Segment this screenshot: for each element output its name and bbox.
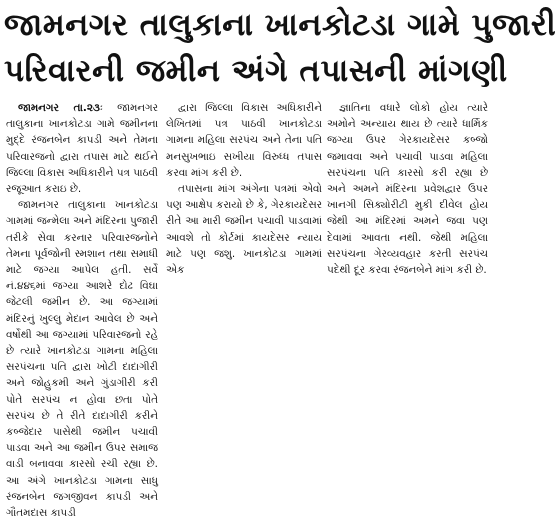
headline-line-1: જામનગર તાલુકાના ખાનકોટડા ગામે પુજારી xyxy=(4,7,556,43)
article-column-1 xyxy=(6,100,158,520)
article-paragraph: દ્વારા જિલ્લા વિકાસ અધિકારીને લેખિતમાં પત્ર પાઠવી ખાનકોટડા ગામના મહિલા સરપંચ અને તેના પતિ મનસુખભાઇ સખીયા વિરુધ્ધ તપાસ કરવા માંગ કરી છે. xyxy=(166,102,322,179)
article-column-2 xyxy=(166,100,322,280)
article-paragraph xyxy=(6,100,158,197)
headline-line-2: પરિવારની જમીન અંગે તપાસની માંગણી xyxy=(4,53,508,89)
paragraph-text: જામનગર તાલુકાના ખાનકોટડા ગામે જમીનના મુદ્દે રંજનબેન કાપડી અને તેમના પરિવારજનો દ્વારા તપાસ માટે થઈને જિલ્લા વિકાસ અધિકારીને પત્ર પાઠવી રજૂઆત કરાઇ છે. xyxy=(6,102,158,196)
headline xyxy=(4,2,556,98)
article-paragraph: તપાસના માંગ અંગેના પત્રમાં એવો પણ આક્ષેપ કરાયો છે કે, ગેરકાયદેસર રીતે આ મારી જમીન પચાવી પાડવામાં આવશે તો કોર્ટમાં કાયદેસર ન્યાય માટે પણ જશુ. ખાનકોટડા ગામમાં એક xyxy=(166,183,322,277)
article-paragraph: જામનગર તાલુકાના ખાનકોટડા ગામમાં જન્મેલા અને મંદિરના પુજારી તરીકે સેવા કરનાર પરિવારજનોને તેમના પૂર્વજોની સ્મશાન તથા સમાધી માટે જગ્યા આપેલ હતી. સર્વે નં.૪૪૬માં જગ્યા આશરે દોઢ વિઘા જેટલી જમીન છે. આ જગ્યામાં મંદિરનું ખુલ્લુ મેદાન આવેલ છે અને વર્ષોથી આ જગ્યામાં પરિવારજનો રહે છે ત્યારે ખાનકોટડા ગામના મહિલા સરપંચના પતિ દ્વારા ખોટી દાદાગીરી અને જોહુકમી અને ગુંડાગીરી કરી પોતે સરપંચ ન હોવા છતા પોતે સરપંચ છે તે રીતે દાદાગીરી કરીને કબ્જેદાર પાસેથી જમીન પચાવી પાડવા અને આ જમીન ઉપર સમાજ વાડી બનાવવા કારસો રચી રહ્યા છે. આ અંગે ખાનકોટડા ગામના સાધુ રંજનબેન જગજીવન કાપડી અને ગૌતમદાસ કાપડી xyxy=(6,199,158,520)
article-paragraph: જ્ઞાતિના વધારે લોકો હોય ત્યારે અમોને અન્યાય થાય છે ત્યારે ધાર્મિક જગ્યા ઉપર ગેરકાયદેસર કબ્જો જમાવવા અને પચાવી પાડવા મહિલા સરપંચના પતિ કારસો કરી રહ્યા છે અને અમને મંદિરના પ્રવેશદ્વાર ઉપર ખાનગી સિક્યોરીટી મુકી દીવેલ હોય જેથી આ મંદિરમાં અમને જવા પણ દેવામાં આવતા નથી. જેથી મહિલા સરપંચના ગેરવ્યવહાર કરતી સરપંચ પદેથી દૂર કરવા રંજનબેને માંગ કરી છે. xyxy=(327,102,488,277)
article-column-3 xyxy=(327,100,488,280)
dateline: જામનગર તા.૨૩ઃ xyxy=(18,102,103,114)
